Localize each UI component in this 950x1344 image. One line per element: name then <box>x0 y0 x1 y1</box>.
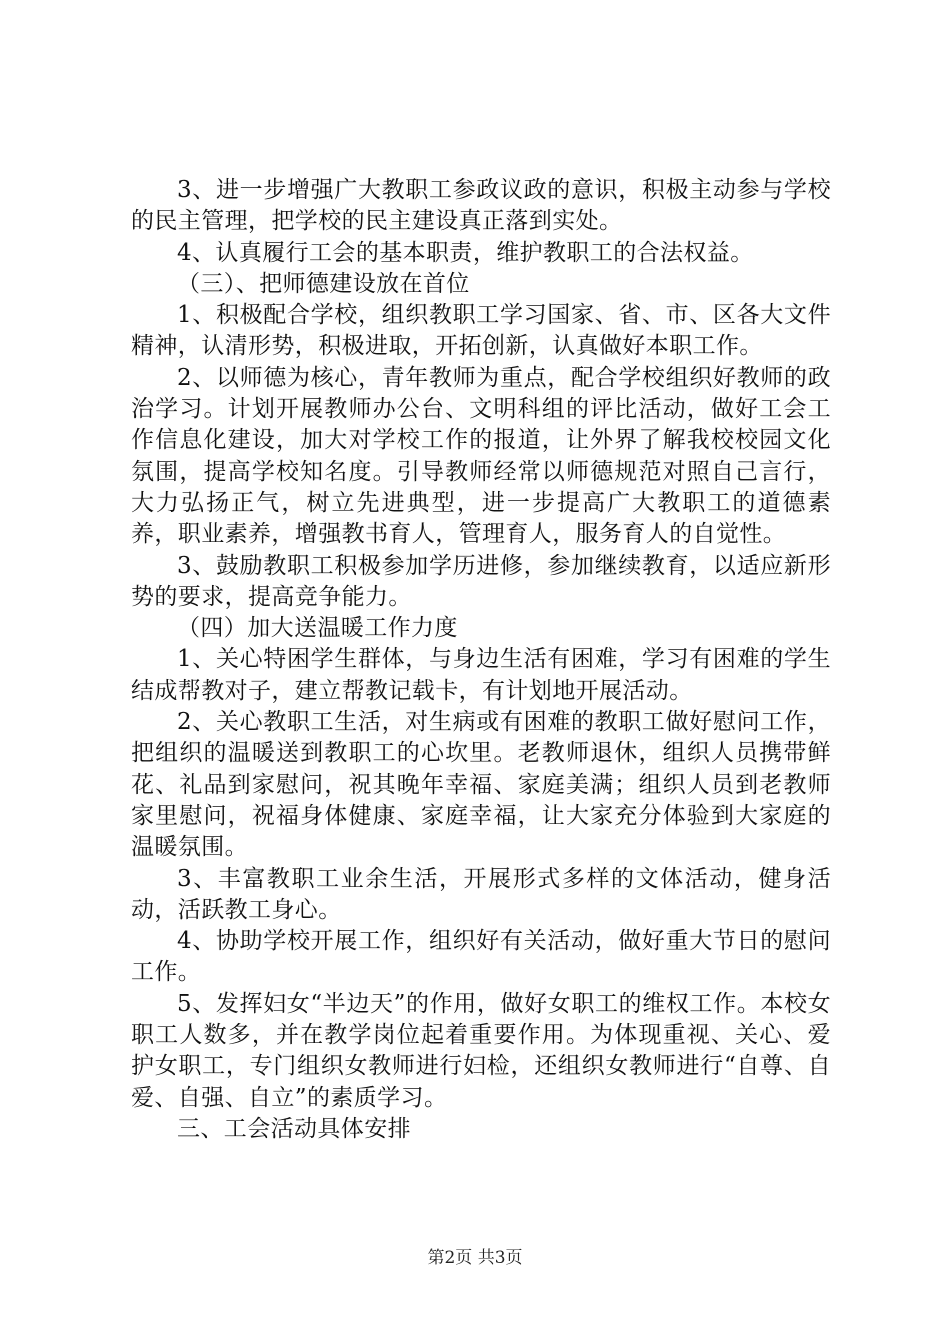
section-heading-part-3: 三、工会活动具体安排 <box>177 1115 411 1142</box>
paragraph-item-2b: 2、关心教职工生活，对生病或有困难的教职工做好慰问工作，把组织的温暖送到教职工的心坎里。老教师退休，组织人员携带鲜花、礼品到家慰问，祝其晚年幸福、家庭美满；组织人员到老教师家里慰问，祝福身体健康、家庭幸福，让大家充分体验到大家庭的温暖氛围。 <box>131 709 831 861</box>
section-heading-4: （四）加大送温暖工作力度 <box>177 615 458 642</box>
paragraph-item-5: 5、发挥妇女“半边天”的作用，做好女职工的维权工作。本校女职工人数多，并在教学岗位起着重要作用。为体现重视、关心、爱护女职工，专门组织女教师进行妇检，还组织女教师进行“自尊、自爱、自强、自立”的素质学习。 <box>131 990 831 1111</box>
page-number-footer: 第2页 共3页 <box>427 1248 523 1268</box>
paragraph-item-2: 2、以师德为核心，青年教师为重点，配合学校组织好教师的政治学习。计划开展教师办公台、文明科组的评比活动，做好工会工作信息化建设，加大对学校工作的报道，让外界了解我校校园文化氛围，提高学校知名度。引导教师经常以师德规范对照自己言行，大力弘扬正气，树立先进典型，进一步提高广大教职工的道德素养，职业素养，增强教书育人，管理育人，服务育人的自觉性。 <box>131 364 831 548</box>
paragraph-item-1: 1、积极配合学校，组织教职工学习国家、省、市、区各大文件精神，认清形势，积极进取，开拓创新，认真做好本职工作。 <box>131 302 831 360</box>
paragraph-item-3: 3、进一步增强广大教职工参政议政的意识，积极主动参与学校的民主管理，把学校的民主建设真正落到实处。 <box>131 177 831 235</box>
paragraph-item-3b: 3、鼓励教职工积极参加学历进修，参加继续教育，以适应新形势的要求，提高竞争能力。 <box>131 552 831 610</box>
paragraph-item-3c: 3、丰富教职工业余生活，开展形式多样的文体活动，健身活动，活跃教工身心。 <box>131 865 831 923</box>
paragraph-item-4: 4、认真履行工会的基本职责，维护教职工的合法权益。 <box>177 239 754 266</box>
paragraph-item-1b: 1、关心特困学生群体，与身边生活有困难，学习有困难的学生结成帮教对子，建立帮教记载卡，有计划地开展活动。 <box>131 646 831 704</box>
paragraph-item-4b: 4、协助学校开展工作，组织好有关活动，做好重大节日的慰问工作。 <box>131 928 831 986</box>
section-heading-3: （三）、把师德建设放在首位 <box>177 270 470 297</box>
document-body <box>131 175 831 1145</box>
